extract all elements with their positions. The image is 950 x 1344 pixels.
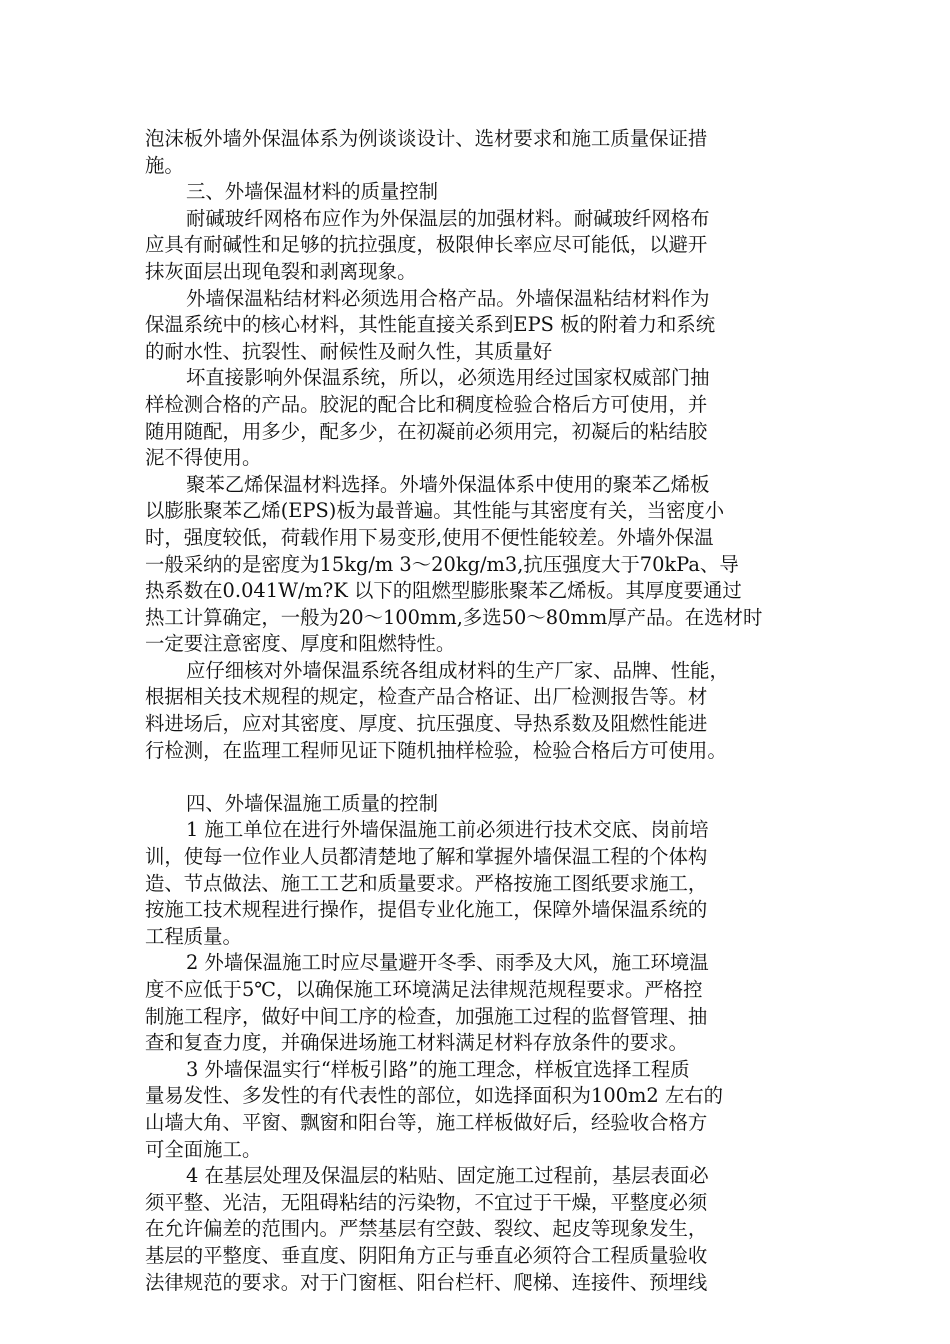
text-line: 工程质量。 [145,924,242,948]
text-line: 热系数在0.041W/m?K 以下的阻燃型膨胀聚苯乙烯板。其厚度要通过 [145,579,742,603]
text-line: 法律规范的要求。对于门窗框、阳台栏杆、爬梯、连接件、预埋线 [145,1270,708,1294]
text-line: 外墙保温粘结材料必须选用合格产品。外墙保温粘结材料作为 [186,286,710,310]
text-line: 泡沫板外墙外保温体系为例谈谈设计、选材要求和施工质量保证措 [145,127,708,150]
text-line: 山墙大角、平窗、飘窗和阳台等，施工样板做好后，经验收合格方 [145,1110,708,1134]
text-line: 制施工程序，做好中间工序的检查，加强施工过程的监督管理、抽 [145,1004,708,1028]
text-line: 泥不得使用。 [145,446,262,470]
text-line: 1 施工单位在进行外墙保温施工前必须进行技术交底、岗前培 [186,818,709,842]
paragraph-gap [145,764,813,791]
section-heading: 三、外墙保温材料的质量控制 [186,180,439,204]
text-line: 热工计算确定，一般为20～100mm,多选50～80mm厚产品。在选材时 [145,605,763,629]
text-line: 时，强度较低，荷载作用下易变形,使用不便性能较差。外墙外保温 [145,525,714,549]
text-line: 训，使每一位作业人员都清楚地了解和掌握外墙保温工程的个体构 [145,845,708,869]
text-line: 一般采纳的是密度为15kg/m 3～20kg/m3,抗压强度大于70kPa、导 [145,552,739,576]
text-line: 按施工技术规程进行操作，提倡专业化施工，保障外墙保温系统的 [145,898,708,922]
text-line: 的耐水性、抗裂性、耐候性及耐久性，其质量好 [145,339,553,363]
text-line: 须平整、光洁，无阻碍粘结的污染物，不宜过于干燥，平整度必须 [145,1190,708,1214]
text-line: 应具有耐碱性和足够的抗拉强度，极限伸长率应尽可能低，以避开 [145,233,708,257]
text-line: 根据相关技术规程的规定，检查产品合格证、出厂检测报告等。材 [145,685,708,709]
text-line: 4 在基层处理及保温层的粘贴、固定施工过程前，基层表面必 [186,1164,709,1188]
text-line: 可全面施工。 [145,1137,262,1161]
section-heading: 四、外墙保温施工质量的控制 [186,791,439,815]
text-line: 耐碱玻纤网格布应作为外保温层的加强材料。耐碱玻纤网格布 [186,206,710,230]
text-line: 基层的平整度、垂直度、阴阳角方正与垂直必须符合工程质量验收 [145,1243,708,1267]
text-line: 造、节点做法、施工工艺和质量要求。严格按施工图纸要求施工， [145,871,708,895]
document-body [145,126,813,1296]
text-line: 应仔细核对外墙保温系统各组成材料的生产厂家、品牌、性能， [186,658,729,682]
text-line: 度不应低于5℃，以确保施工环境满足法律规范规程要求。严格控 [145,978,703,1001]
text-line: 施。 [145,153,184,177]
text-line: 保温系统中的核心材料，其性能直接关系到EPS 板的附着力和系统 [145,313,716,337]
text-line: 2 外墙保温施工时应尽量避开冬季、雨季及大风，施工环境温 [186,951,709,975]
text-line: 坏直接影响外保温系统，所以，必须选用经过国家权威部门抽 [186,366,710,390]
text-line: 料进场后，应对其密度、厚度、抗压强度、导热系数及阻燃性能进 [145,712,708,736]
text-line: 行检测，在监理工程师见证下随机抽样检验，检验合格后方可使用。 [145,738,727,762]
text-line: 查和复查力度，并确保进场施工材料满足材料存放条件的要求。 [145,1031,688,1055]
text-line: 抹灰面层出现龟裂和剥离现象。 [145,259,417,283]
text-line: 在允许偏差的范围内。严禁基层有空鼓、裂纹、起皮等现象发生， [145,1217,708,1241]
text-line: 随用随配，用多少，配多少，在初凝前必须用完，初凝后的粘结胶 [145,419,708,443]
text-line: 样检测合格的产品。胶泥的配合比和稠度检验合格后方可使用，并 [145,392,708,416]
text-line: 量易发性、多发性的有代表性的部位，如选择面积为100m2 左右的 [145,1084,724,1108]
text-line: 一定要注意密度、厚度和阻燃特性。 [145,632,456,656]
text-line: 以膨胀聚苯乙烯(EPS)板为最普遍。其性能与其密度有关，当密度小 [145,499,725,523]
text-line: 聚苯乙烯保温材料选择。外墙外保温体系中使用的聚苯乙烯板 [186,472,710,496]
text-line: 3 外墙保温实行“样板引路”的施工理念，样板宜选择工程质 [186,1057,690,1081]
